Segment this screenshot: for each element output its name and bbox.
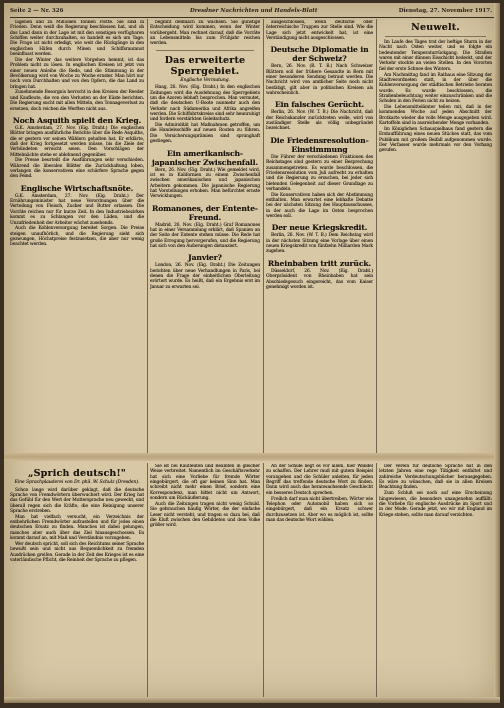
article-paragraph: Berlin, 26. Nov. (W. T. B.) Dem Reichstag wird in der nächsten Sitzung eine Vorlage über einen neuen Kriegskredit von fünfzehn Milliarden Mark zugehen. [266, 233, 373, 255]
column-rule [263, 19, 264, 453]
feuilleton-byline: Eine Sprachplauderei von Dr. phil. W. Schulz (Dresden). [14, 480, 140, 485]
article-paragraph: lagenen und zu Millionen Tonnen Flotte. Sie sind in Frieden. Denn weiß die Regierung beschlossen hat, und ob das Land dann in der Lage ist mit den sonstigen verfügbaren Schiffen weiter durchzuhalten, so handelt es sich um Tage. Die Frage ist nicht erledigt, wie weit die Rückgänge in den englischen Häfen durch Minen und Schiffsraumnot beeinflusst werden. [10, 20, 144, 58]
article-paragraph: Madrid, 26. Nov. (Eig. Draht.) Graf Romanones hat in einer Versammlung erklärt, daß Spanien an der Seite der Entente stehen müsse. Die Rede hat große Erregung hervorgerufen, und die Regierung hat sich von den Äußerungen distanziert. [150, 222, 260, 249]
header-masthead: Dresdner Nachrichten und Handels-Blatt [190, 8, 318, 14]
headline: Noch Asquith spielt den Krieg. [12, 115, 142, 125]
column-3 [266, 20, 373, 452]
column-rule [263, 463, 264, 697]
page-edge [494, 3, 500, 703]
subheadline: Englische Vermutung. [180, 77, 230, 83]
article-paragraph: Die Konservativen haben sich der Abstimmung enthalten. Man erwartet eine lebhafte Debatte bei der nächsten Sitzung des Hauptausschusses, in der auch die Lage im Osten besprochen werden soll. [266, 192, 373, 220]
page-fold [4, 453, 500, 461]
feuilleton-title: „Sprich deutsch!" [27, 468, 127, 479]
article-paragraph: Bern, 26. Nov. (B. T. B.) Nach Schweizer Blättern soll der frühere Gesandte in Bern mit einer besonderen Sendung betraut werden. Die Nachricht wird von amtlicher Seite noch nicht bestätigt, gilt aber in politischen Kreisen als wahrscheinlich. [266, 64, 373, 97]
section-title: Neuwelt. [411, 22, 460, 33]
divider [385, 36, 486, 37]
article-paragraph: Berlin, 26. Nov. (W. T. B.) Die Nachricht, daß der Reichskanzler zurücktreten wolle, wird von zuständiger Stelle als völlig unbegründet bezeichnet. [266, 110, 373, 132]
article-paragraph: Zunehmende Besorgnis herrscht in den Kreisen der Reeder und Kaufleute, die von den Verlusten an der Küste berichten. Die Regierung sucht mit allen Mitteln, den Tonnageverlust zu ersetzen, doch reichen die Werften nicht aus. [10, 90, 144, 112]
article-paragraph: Die Führer der verschiedenen Fraktionen des Reichstages sind gestern zu einer Besprechung zusammengetreten. Es wurde beschlossen, die Friedensresolution vom Juli aufrecht zu erhalten und die Regierung zu ersuchen, bei jeder sich bietenden Gelegenheit auf dieser Grundlage zu verhandeln. [266, 154, 373, 192]
article-paragraph: Düsseldorf, 26. Nov. (Eig. Draht.) Oberpräsident von Rheinbaben hat sein Abschiedsgesuch eingereicht, das vom Kaiser genehmigt worden ist. [266, 268, 373, 290]
page-edge [4, 697, 500, 703]
article-paragraph: Der Verein für deutsche Sprache hat in den letzten Jahren eine rege Tätigkeit entfaltet und zahlreiche Verdeutschungsbücher herausgegeben. Es wäre zu wünschen, daß sie in allen Kreisen Beachtung finden. [379, 464, 492, 491]
article-paragraph: Haag, 26. Nov. (Eig. Draht.) In den englischen Zeitungen wird die Ausdehnung des Sperrgebiets um die Azoren lebhaft besprochen. Man vermutet, daß die deutschen U-Boote nunmehr auch den Verkehr nach Südamerika und Afrika angreifen werden. Die Schiffahrtskreise sind sehr beunruhigt und fordern verstärkten Geleitschutz. [150, 85, 260, 123]
article-paragraph: Freilich darf man nicht übertreiben. Wörter wie Telephon oder Automobil haben sich so eingebürgert, daß ein Ersatz schwer durchzusetzen ist. Aber wo es möglich ist, sollte man das deutsche Wort wählen. [266, 496, 373, 523]
article-paragraph: G.K. Amsterdam, 27. Nov. (Eig. Draht.) Der Ernährungsminister hat neue Verordnungen über die Verteilung von Fleisch, Zucker und Butter erlassen. Die Vorräte reichen nur für kurze Zeit. In den Industriebezirken kommt es zu Schlangen vor den Läden, und die Unzufriedenheit der Arbeiter wächst zusehends. [10, 193, 144, 226]
article-paragraph: Auch die Zeitungen tragen nicht wenig Schuld. Sie gebrauchen häufig Wörter, die der einfache Leser nicht versteht, und tragen so dazu bei, daß die Kluft zwischen den Gebildeten und dem Volke größer wird. [150, 501, 260, 529]
article-paragraph: Die Admiralität hat Maßnahmen getroffen, um die Handelsschiffe auf neuen Routen zu führen. Die Versicherungsprämien sind sprunghaft gestiegen. [150, 123, 260, 145]
article-paragraph: Am Nachmittag fand im Rathaus eine Sitzung der Stadtverordneten statt, in der über die Kohlenversorgung der städtischen Betriebe beraten wurde. Es wurde beschlossen, die Straßenbeleuchtung weiter einzuschränken und die Schulen in den Ferien nicht zu heizen. [379, 72, 492, 105]
headline: Der neue Kriegskredit. [271, 223, 368, 233]
article-paragraph: Zum Schluß sei noch auf eine Erscheinung hingewiesen, die besonders unangenehm auffällt: die Vorliebe für englische Ausdrücke im Sport und in der Mode. Gerade jetzt, wo wir mit England im Kriege stehen, sollte man darauf verzichten. [379, 491, 492, 518]
column-rule [147, 463, 148, 697]
article-paragraph: Bern, 26. Nov. (Eig. Draht.) Wie gemeldet wird, ist es in Kalifornien zu einem Zwischenfall zwischen amerikanischen und japanischen Arbeitern gekommen. Die japanische Regierung hat Vorstellungen erhoben. Man befürchtet ernste Verwicklungen. [150, 167, 260, 200]
header-page-number: Seite 2 — Nr. 326 [10, 8, 64, 14]
headline: Die Friedensresolution-Einstimmung [270, 135, 369, 154]
article-paragraph: London, 26. Nov. (Eig. Draht.) Die Zeitungen berichten über neue Verhandlungen in Paris, bei denen die Frage der einheitlichen Oberleitung erörtert wurde. Es heißt, daß ein Ergebnis erst im Januar zu erwarten sei. [150, 263, 260, 290]
headline: Englische Wirtschaftsnöte. [20, 183, 134, 193]
article-paragraph: Man hat vielfach versucht, ein Verzeichnis der entbehrlichen Fremdwörter aufzustellen und für jedes einen deutschen Ersatz zu finden. Manches ist dabei gelungen, manches aber auch über das Ziel hinausgeschossen. Es kommt darauf an, mit Maß und Verständnis vorzugehen. [10, 514, 144, 542]
feuilleton-column-3 [266, 464, 373, 696]
headline: Ein falsches Gerücht. [274, 100, 365, 110]
feuilleton-column-4 [379, 464, 492, 696]
column-rule [376, 463, 377, 697]
headline: Ein amerikanisch-japanischer Zwischenfall. [151, 148, 259, 167]
article-paragraph: Die Lebensmittelämter teilen mit, daß in der kommenden Woche auf jeden Abschnitt der Brotkarte wieder die volle Menge ausgegeben wird. Kartoffeln sind in ausreichender Menge vorhanden. [379, 105, 492, 127]
article-paragraph: Wer deutsch spricht, soll sich des Reichtums seiner Sprache bewußt sein und nicht aus Bequemlichkeit zu fremden Ausdrücken greifen. Gerade in der Zeit des Krieges ist es eine vaterländische Pflicht, die Reinheit der Sprache zu pflegen. [10, 541, 144, 563]
article-paragraph: ausgeschlossen, wenn deutsche oder österreichische Truppen zur Stelle sind. Wie die Lage sich jetzt entwickelt hat, ist eine Verständigung nicht ausgeschlossen. [266, 20, 373, 42]
newspaper-page [4, 3, 500, 703]
article-paragraph: An der Schule liegt es vor allem, hier Wandel zu schaffen. Der Lehrer muß mit gutem Beispiel vorangehen und die Schüler anleiten, für jeden Begriff das treffende deutsche Wort zu finden. Dann wird auch das heranwachsende Geschlecht ein besseres Deutsch sprechen. [266, 464, 373, 496]
feuilleton-column-1 [10, 464, 144, 696]
article-paragraph: Schon lange wird darüber geklagt, daß die deutsche Sprache von Fremdwörtern überwuchert wird. Der Krieg hat das Gefühl für den Wert der Muttersprache neu geweckt, und überall regen sich die Kräfte, die eine Reinigung unserer Sprache erstreben. [10, 487, 144, 514]
article-paragraph: Die Presse beurteilt die Ausführungen sehr verschieden. Während die liberalen Blätter die Zurückhaltung loben, verlangen die konservativen eine schärfere Sprache gegen den Feind. [10, 158, 144, 180]
headline: Janvier? [188, 253, 222, 263]
article-paragraph: Sie ist bei Kaufleuten und Beamten in gleicher Weise verbreitet. Namentlich im Geschäftsverkehr hat sich eine Vorliebe für fremde Wörter eingebürgert, die oft gar keinen Sinn hat. Man schreibt nicht mehr einen Brief, sondern eine Korrespondenz, man bittet nicht um Antwort, sondern um Rückäußerung. [150, 464, 260, 502]
column-2 [150, 20, 260, 452]
column-rule [376, 19, 377, 453]
article-paragraph: Im Laufe des Tages trat der heftige Sturm in der Nacht nach Osten weiter, und es folgte ein bedeutender Temperaturrückgang. Die Straßen waren mit einer dünnen Eisschicht bedeckt, und der Verkehr stockte an vielen Stellen. In den Vororten fiel der erste Schnee des Winters. [379, 40, 492, 72]
column-1 [10, 20, 144, 452]
article-paragraph: Auch die Kohlenversorgung bereitet Sorgen. Die Preise steigen unaufhörlich, und die Regierung sieht sich gezwungen, Höchstpreise festzusetzen, die aber nur wenig beachtet werden. [10, 226, 144, 248]
feuilleton-column-2 [150, 464, 260, 696]
page-header [10, 5, 494, 18]
headline: Das erweiterte Sperrgebiet. [164, 54, 246, 77]
article-paragraph: G.K. Amsterdam, 27. Nov. (Eig. Draht.) Die englischen Blätter bringen ausführliche Berichte über die Rede Asquiths, die er gestern vor seinen Wählern gehalten hat. Er erklärte, daß der Krieg fortgesetzt werden müsse, bis die Ziele der Verbündeten erreicht seien. Den Vorschlägen der Mittelmächte stehe er ablehnend gegenüber. [10, 125, 144, 158]
article-paragraph: beginnt demnach zu wachsen. Sie günstige Entscheidung wird kommen, wenn der Winter vorübergeht. Man rechnet darauf, daß die Vorräte an Lebensmitteln bis zum Frühjahr reichen werden. [150, 20, 260, 47]
headline: Rheinbaben tritt zurück. [267, 258, 372, 268]
article-paragraph: Die der Winter das weitere Vorgehen hemmt, ist das Problem nicht zu lösen. In englischen Kreisen ist jetzt von einer neuen Anleihe die Rede, und die Stimmung in der Bevölkerung wird von Woche zu Woche ernster. Man hört nur noch vom Durchhalten und von den Opfern, die das Land zu bringen hat. [10, 57, 144, 90]
header-date: Dienstag, 27. November 1917. [398, 8, 492, 14]
divider [156, 50, 254, 51]
column-rule [147, 19, 148, 453]
headline: Deutsche Diplomatie in der Schweiz? [270, 45, 369, 64]
article-paragraph: Im Königlichen Schauspielhaus fand gestern die Erstaufführung eines neuen Stückes statt, das vom Publikum mit großem Beifall aufgenommen wurde. Der Verfasser wurde mehrmals vor den Vorhang gerufen. [379, 127, 492, 154]
headline: Romanones, der Entente-Freund. [152, 203, 258, 222]
column-4 [379, 20, 492, 452]
